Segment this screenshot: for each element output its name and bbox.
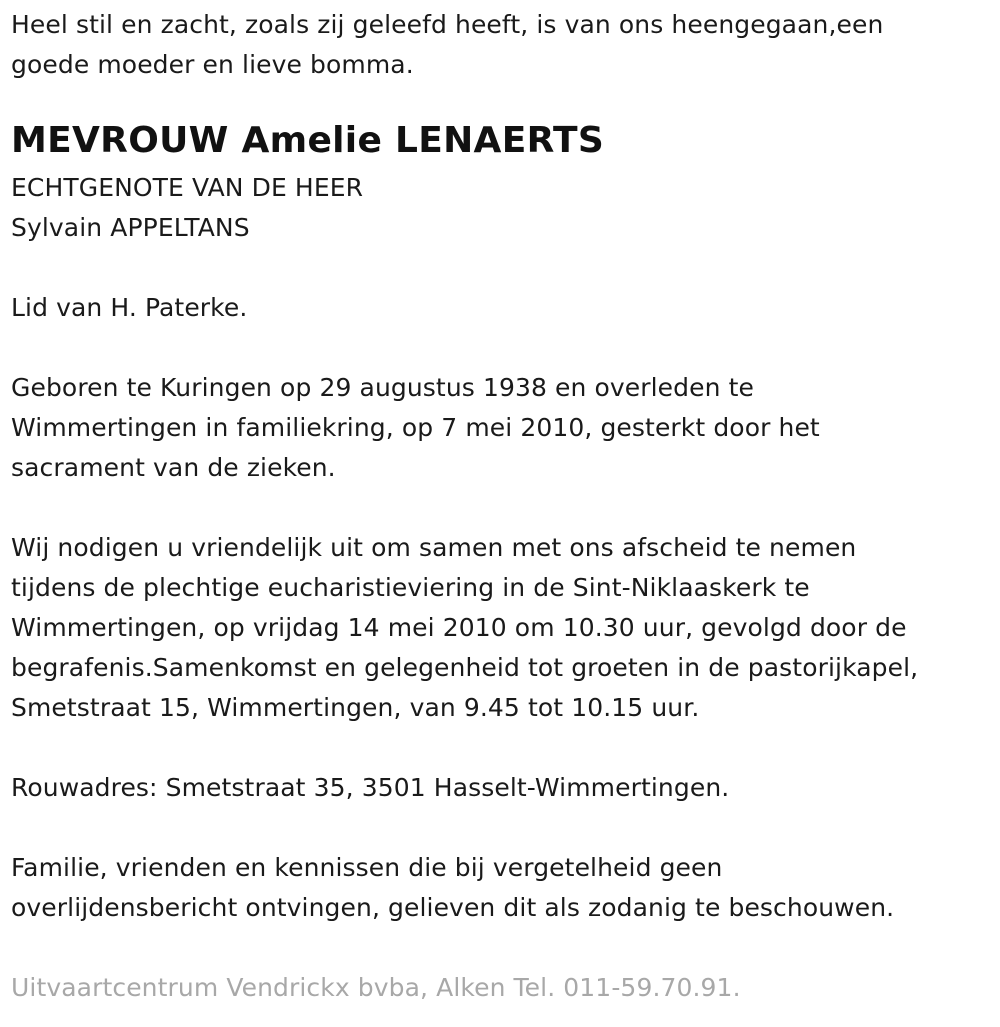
birth-death-line: Wimmertingen in familiekring, op 7 mei 2010, gesterkt door het	[11, 413, 820, 442]
intro-line: goede moeder en lieve bomma.	[11, 50, 414, 79]
membership-text: Lid van H. Paterke.	[11, 293, 248, 322]
spouse-block	[11, 168, 986, 248]
funeral-home-footer: Uitvaartcentrum Vendrickx bvba, Alken Tel. 011-59.70.91.	[11, 973, 741, 1002]
spouse-name: Sylvain APPELTANS	[11, 213, 250, 242]
intro-line: Heel stil en zacht, zoals zij geleefd heeft, is van ons heengegaan,een	[11, 10, 884, 39]
spouse-title: ECHTGENOTE VAN DE HEER	[11, 173, 364, 202]
birth-death-line: Geboren te Kuringen op 29 augustus 1938 en overleden te	[11, 373, 754, 402]
invitation-line: tijdens de plechtige eucharistieviering in de Sint-Niklaaskerk te	[11, 573, 810, 602]
invitation-line: Wimmertingen, op vrijdag 14 mei 2010 om 10.30 uur, gevolgd door de	[11, 613, 907, 642]
mourning-address: Rouwadres: Smetstraat 35, 3501 Hasselt-Wimmertingen.	[11, 773, 730, 802]
birth-death-paragraph	[11, 368, 986, 488]
death-notice	[11, 0, 986, 1008]
birth-death-line: sacrament van de zieken.	[11, 453, 336, 482]
deceased-name: MEVROUW Amelie LENAERTS	[11, 120, 605, 161]
invitation-line: Smetstraat 15, Wimmertingen, van 9.45 tot 10.15 uur.	[11, 693, 700, 722]
invitation-line: Wij nodigen u vriendelijk uit om samen met ons afscheid te nemen	[11, 533, 857, 562]
closing-line: Familie, vrienden en kennissen die bij vergetelheid geen	[11, 853, 723, 882]
invitation-paragraph	[11, 528, 986, 728]
intro-paragraph	[11, 5, 986, 85]
closing-line: overlijdensbericht ontvingen, gelieven dit als zodanig te beschouwen.	[11, 893, 895, 922]
invitation-line: begrafenis.Samenkomst en gelegenheid tot groeten in de pastorijkapel,	[11, 653, 919, 682]
closing-paragraph	[11, 848, 986, 928]
